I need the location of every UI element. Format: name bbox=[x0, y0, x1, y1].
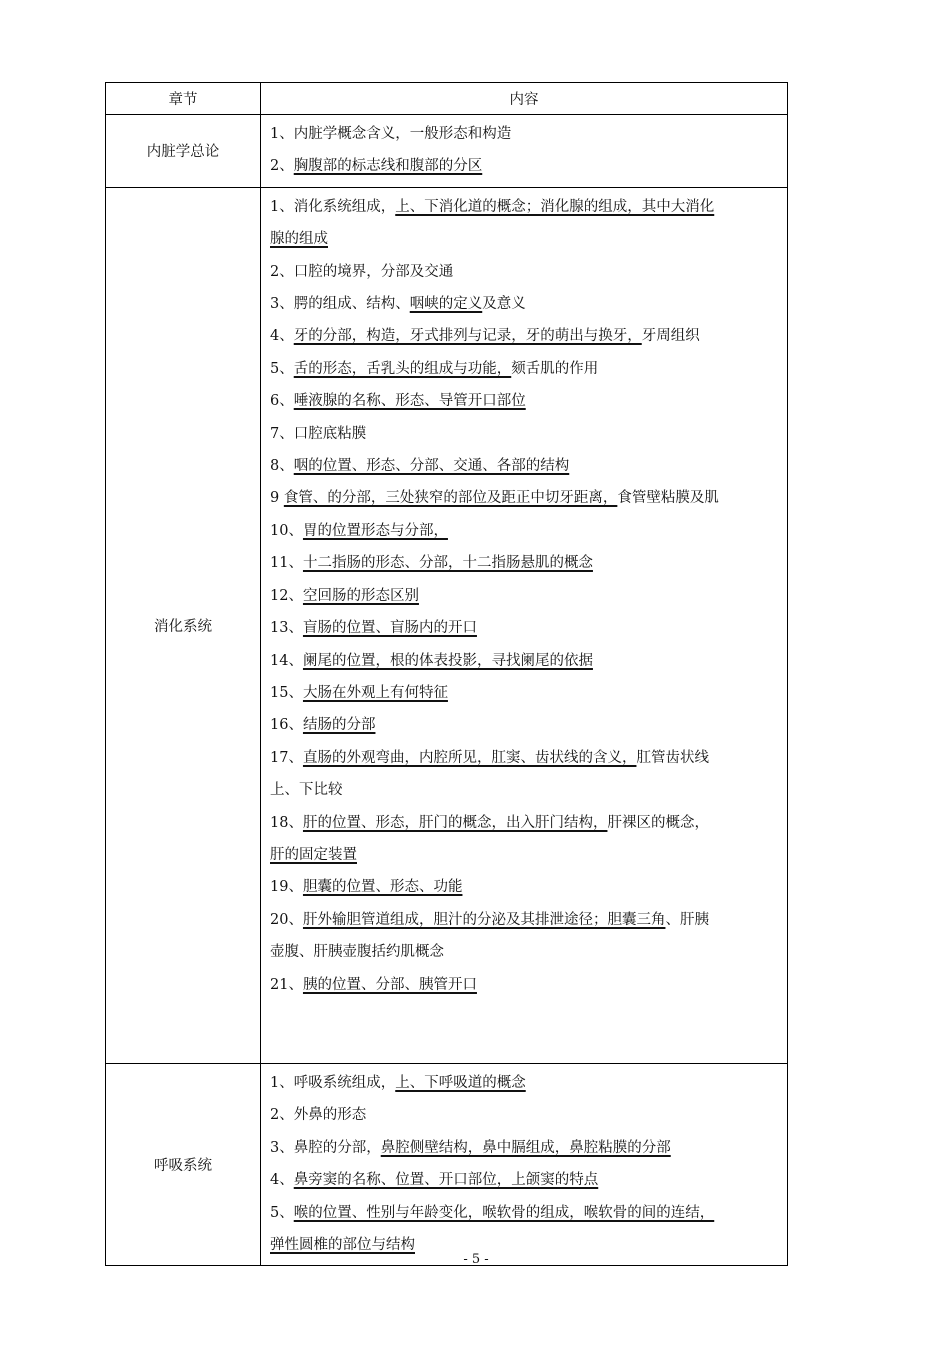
underlined-text: 肝的位置、形态，肝门的概念，出入肝门结构， bbox=[302, 814, 608, 831]
chapter-name: 消化系统 bbox=[106, 187, 261, 1063]
line-text: 17、 bbox=[270, 749, 303, 766]
section-row bbox=[106, 115, 788, 188]
line-text: 1、呼吸系统组成， bbox=[270, 1074, 396, 1091]
content-line bbox=[270, 118, 779, 150]
line-text: 2、 bbox=[270, 158, 294, 175]
section-row bbox=[106, 187, 788, 1063]
line-text: 8、 bbox=[270, 458, 294, 475]
content-line bbox=[270, 1164, 779, 1196]
content-line bbox=[270, 223, 779, 255]
line-text: 5、 bbox=[270, 1204, 294, 1221]
underlined-text: 胆囊的位置、形态、功能 bbox=[302, 879, 463, 896]
content-line bbox=[270, 320, 779, 352]
item-list bbox=[270, 1067, 779, 1261]
line-text: 肝裸区的概念， bbox=[607, 814, 709, 831]
line-text: 21、 bbox=[270, 976, 303, 993]
page-number: - 5 - bbox=[463, 1252, 489, 1267]
line-text: 10、 bbox=[270, 522, 303, 539]
underlined-text: 上、下呼吸道的概念 bbox=[395, 1074, 526, 1091]
section-row bbox=[106, 1063, 788, 1265]
content-line bbox=[270, 742, 779, 774]
content-line bbox=[270, 969, 779, 1001]
item-list bbox=[270, 118, 779, 183]
underlined-text: 舌的形态，舌乳头的组成与功能， bbox=[293, 360, 512, 377]
underlined-text: 咽的位置、形态、分部、交通、各部的结构 bbox=[293, 458, 570, 475]
content-cell bbox=[261, 1063, 788, 1265]
line-text: 6、 bbox=[270, 393, 294, 410]
underlined-text: 鼻旁窦的名称、位置、开口部位，上颌窦的特点 bbox=[293, 1172, 599, 1189]
line-text: 、肝胰 bbox=[665, 911, 709, 928]
underlined-text: 胰的位置、分部、胰管开口 bbox=[302, 976, 477, 993]
line-text: 1、消化系统组成， bbox=[270, 198, 396, 215]
content-line bbox=[270, 645, 779, 677]
content-line bbox=[270, 871, 779, 903]
content-line bbox=[270, 936, 779, 968]
content-line bbox=[270, 418, 779, 450]
underlined-text: 直肠的外观弯曲，内腔所见，肛窦、齿状线的含义， bbox=[302, 749, 637, 766]
underlined-text: 胃的位置形态与分部， bbox=[302, 522, 448, 539]
underlined-text: 鼻腔侧壁结构，鼻中膈组成，鼻腔粘膜的分部 bbox=[380, 1139, 671, 1156]
table-header-row bbox=[106, 83, 788, 115]
underlined-text: 空回肠的形态区别 bbox=[302, 587, 419, 604]
content-line bbox=[270, 1067, 779, 1099]
content-line bbox=[270, 150, 779, 182]
content-cell bbox=[261, 187, 788, 1063]
line-text: 及意义 bbox=[482, 296, 526, 313]
line-text: 肛管齿状线 bbox=[636, 749, 709, 766]
line-text: 15、 bbox=[270, 684, 303, 701]
line-text: 3、腭的组成、结构、 bbox=[270, 296, 410, 313]
line-text: 14、 bbox=[270, 652, 303, 669]
line-text: 颏舌肌的作用 bbox=[511, 360, 599, 377]
content-line bbox=[270, 612, 779, 644]
content-line bbox=[270, 191, 779, 223]
content-line bbox=[270, 774, 779, 806]
underlined-text: 食管、的分部，三处狭窄的部位及距正中切牙距离， bbox=[283, 490, 618, 507]
underlined-text: 弹性圆椎的部位与结构 bbox=[270, 1237, 415, 1253]
underlined-text: 牙的分部，构造，牙式排列与记录，牙的萌出与换牙， bbox=[293, 328, 642, 345]
underlined-text: 结肠的分部 bbox=[302, 717, 376, 734]
underlined-text: 肝外输胆管道组成，胆汁的分泌及其排泄途径；胆囊三角 bbox=[302, 911, 666, 928]
content-line bbox=[270, 547, 779, 579]
blank-space bbox=[270, 1001, 779, 1059]
underlined-text: 胸腹部的标志线和腹部的分区 bbox=[293, 158, 483, 175]
content-line bbox=[270, 904, 779, 936]
item-list bbox=[270, 191, 779, 1001]
content-line bbox=[270, 1132, 779, 1164]
line-text: 上、下比较 bbox=[270, 782, 343, 799]
content-line bbox=[270, 288, 779, 320]
line-text: 5、 bbox=[270, 360, 294, 377]
content-line bbox=[270, 839, 779, 871]
line-text: 18、 bbox=[270, 814, 303, 831]
content-line bbox=[270, 677, 779, 709]
line-text: 13、 bbox=[270, 620, 303, 637]
content-line bbox=[270, 482, 779, 514]
header-content: 内容 bbox=[261, 83, 788, 115]
chapter-name: 呼吸系统 bbox=[106, 1063, 261, 1265]
line-text: 1、内脏学概念含义，一般形态和构造 bbox=[270, 126, 512, 142]
content-line bbox=[270, 450, 779, 482]
line-text: 4、 bbox=[270, 1172, 294, 1189]
content-line bbox=[270, 1099, 779, 1131]
line-text: 壶腹、肝胰壶腹括约肌概念 bbox=[270, 944, 444, 961]
line-text: 2、外鼻的形态 bbox=[270, 1107, 367, 1124]
header-chapter: 章节 bbox=[106, 83, 261, 115]
line-text: 20、 bbox=[270, 911, 303, 928]
chapter-name: 内脏学总论 bbox=[106, 115, 261, 188]
line-text: 9 bbox=[270, 490, 284, 507]
content-line bbox=[270, 807, 779, 839]
line-text: 牙周组织 bbox=[641, 328, 700, 345]
underlined-text: 唾液腺的名称、形态、导管开口部位 bbox=[293, 393, 526, 410]
content-line bbox=[270, 1197, 779, 1229]
syllabus-table bbox=[105, 82, 788, 1266]
underlined-text: 阑尾的位置，根的体表投影，寻找阑尾的依据 bbox=[302, 652, 593, 669]
line-text: 食管壁粘膜及肌 bbox=[617, 490, 719, 507]
line-text: 19、 bbox=[270, 879, 303, 896]
content-line bbox=[270, 709, 779, 741]
underlined-text: 喉的位置、性别与年龄变化，喉软骨的组成，喉软骨的间的连结， bbox=[293, 1204, 715, 1221]
underlined-text: 十二指肠的形态、分部，十二指肠悬肌的概念 bbox=[302, 555, 593, 572]
underlined-text: 腺的组成 bbox=[270, 231, 328, 248]
underlined-text: 大肠在外观上有何特征 bbox=[302, 684, 448, 701]
underlined-text: 盲肠的位置、盲肠内的开口 bbox=[302, 620, 477, 637]
underlined-text: 肝的固定装置 bbox=[270, 846, 357, 863]
content-line bbox=[270, 515, 779, 547]
line-text: 7、口腔底粘膜 bbox=[270, 425, 367, 442]
line-text: 11、 bbox=[270, 555, 303, 572]
line-text: 16、 bbox=[270, 717, 303, 734]
content-line bbox=[270, 580, 779, 612]
underlined-text: 咽峡的定义 bbox=[409, 296, 483, 313]
content-line bbox=[270, 256, 779, 288]
content-line bbox=[270, 385, 779, 417]
line-text: 12、 bbox=[270, 587, 303, 604]
content-cell bbox=[261, 115, 788, 188]
underlined-text: 上、下消化道的概念；消化腺的组成，其中大消化 bbox=[395, 198, 715, 215]
line-text: 4、 bbox=[270, 328, 294, 345]
line-text: 2、口腔的境界，分部及交通 bbox=[270, 263, 454, 280]
content-line bbox=[270, 353, 779, 385]
line-text: 3、鼻腔的分部， bbox=[270, 1139, 381, 1156]
